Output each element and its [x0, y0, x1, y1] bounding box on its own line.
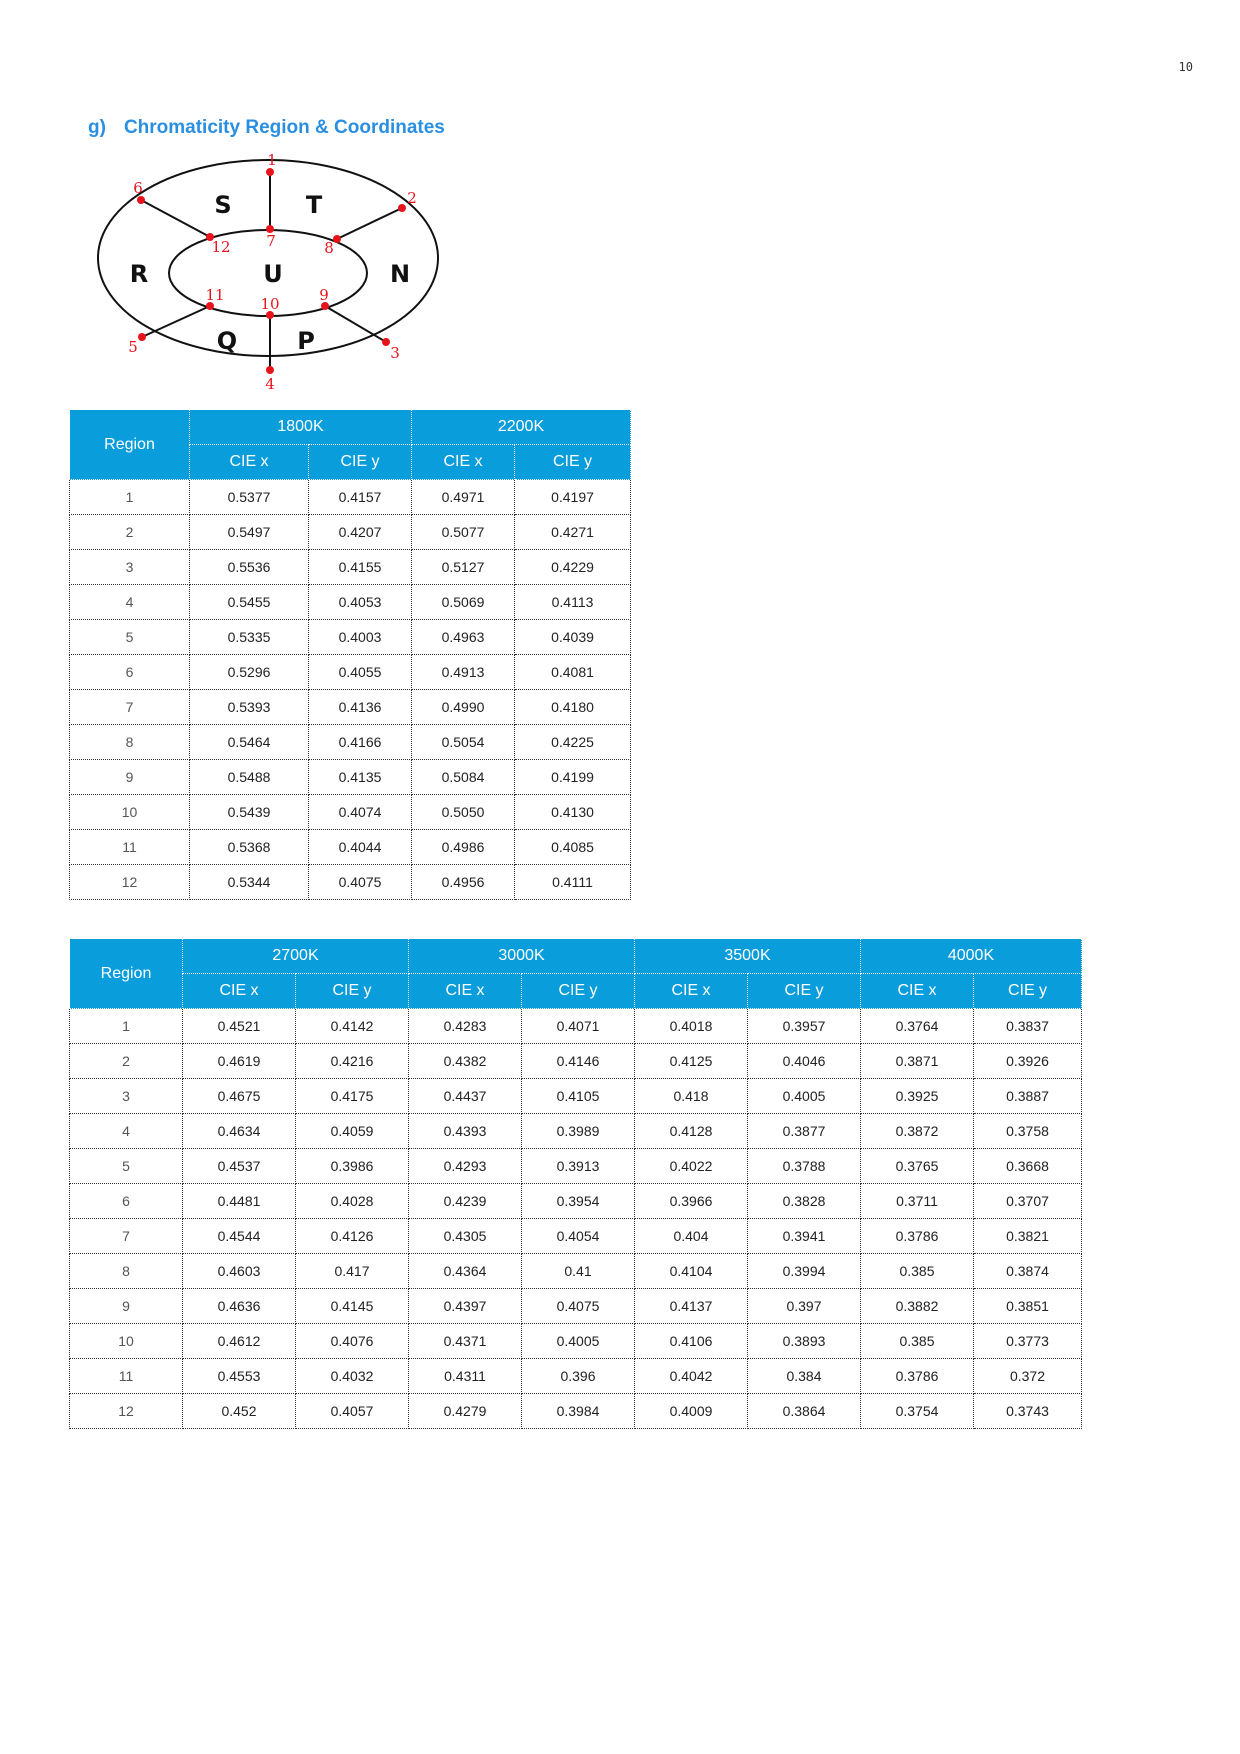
coordinate-cell: 0.5455	[190, 585, 309, 620]
coordinate-cell: 0.4553	[183, 1359, 296, 1394]
coordinate-cell: 0.4075	[309, 865, 412, 900]
coordinate-cell: 0.4135	[309, 760, 412, 795]
coordinate-cell: 0.4046	[748, 1044, 861, 1079]
chromaticity-table-1800k-2200k	[69, 409, 631, 900]
coordinate-cell: 0.4018	[635, 1009, 748, 1044]
coordinate-cell: 0.4544	[183, 1219, 296, 1254]
table-row	[70, 830, 631, 865]
coordinate-cell: 0.5488	[190, 760, 309, 795]
point-label-6: 6	[133, 179, 143, 197]
coordinate-cell: 0.3966	[635, 1184, 748, 1219]
region-cell: 3	[70, 550, 190, 585]
sub-header: CIE x	[183, 974, 296, 1009]
point-3	[382, 338, 390, 346]
coordinate-cell: 0.4619	[183, 1044, 296, 1079]
coordinate-cell: 0.3773	[974, 1324, 1082, 1359]
coordinate-cell: 0.5464	[190, 725, 309, 760]
sub-header: CIE x	[409, 974, 522, 1009]
coordinate-cell: 0.3821	[974, 1219, 1082, 1254]
table-row	[70, 655, 631, 690]
table-row	[70, 1359, 1082, 1394]
point-label-12: 12	[211, 238, 231, 256]
point-label-2: 2	[407, 189, 417, 207]
coordinate-cell: 0.5077	[412, 515, 515, 550]
coordinate-cell: 0.4059	[296, 1114, 409, 1149]
coordinate-cell: 0.3887	[974, 1079, 1082, 1114]
region-cell: 4	[70, 585, 190, 620]
coordinate-cell: 0.3986	[296, 1149, 409, 1184]
table-row	[70, 1149, 1082, 1184]
region-cell: 6	[70, 655, 190, 690]
coordinate-cell: 0.4239	[409, 1184, 522, 1219]
point-label-5: 5	[128, 338, 138, 356]
coordinate-cell: 0.4071	[522, 1009, 635, 1044]
region-cell: 6	[70, 1184, 183, 1219]
outer-ellipse	[98, 160, 438, 356]
coordinate-cell: 0.4971	[412, 480, 515, 515]
region-label-u: U	[263, 260, 283, 288]
page-number: 10	[1178, 60, 1193, 74]
coordinate-cell: 0.4990	[412, 690, 515, 725]
coordinate-cell: 0.4956	[412, 865, 515, 900]
coordinate-cell: 0.5084	[412, 760, 515, 795]
group-header-1800k: 1800K	[190, 410, 412, 445]
coordinate-cell: 0.3864	[748, 1394, 861, 1429]
divider-upper-left	[141, 200, 210, 237]
coordinate-cell: 0.4199	[515, 760, 631, 795]
point-label-11: 11	[205, 286, 225, 304]
coordinate-cell: 0.3994	[748, 1254, 861, 1289]
coordinate-cell: 0.4371	[409, 1324, 522, 1359]
point-4	[266, 366, 274, 374]
coordinate-cell: 0.4085	[515, 830, 631, 865]
point-label-3: 3	[390, 344, 400, 362]
coordinate-cell: 0.4003	[309, 620, 412, 655]
coordinate-cell: 0.3851	[974, 1289, 1082, 1324]
point-label-7: 7	[266, 232, 276, 250]
region-cell: 9	[70, 1289, 183, 1324]
point-label-1: 1	[267, 151, 277, 169]
table-row	[70, 1044, 1082, 1079]
coordinate-cell: 0.3786	[861, 1359, 974, 1394]
region-cell: 11	[70, 830, 190, 865]
coordinate-cell: 0.3668	[974, 1149, 1082, 1184]
coordinate-cell: 0.4279	[409, 1394, 522, 1429]
coordinate-cell: 0.4009	[635, 1394, 748, 1429]
region-cell: 7	[70, 690, 190, 725]
coordinate-cell: 0.3711	[861, 1184, 974, 1219]
coordinate-cell: 0.5439	[190, 795, 309, 830]
coordinate-cell: 0.4166	[309, 725, 412, 760]
coordinate-cell: 0.4155	[309, 550, 412, 585]
coordinate-cell: 0.3874	[974, 1254, 1082, 1289]
coordinate-cell: 0.5127	[412, 550, 515, 585]
coordinate-cell: 0.4137	[635, 1289, 748, 1324]
coordinate-cell: 0.4076	[296, 1324, 409, 1359]
coordinate-cell: 0.4481	[183, 1184, 296, 1219]
sub-header: CIE x	[635, 974, 748, 1009]
coordinate-cell: 0.4074	[309, 795, 412, 830]
coordinate-cell: 0.4305	[409, 1219, 522, 1254]
coordinate-cell: 0.3754	[861, 1394, 974, 1429]
coordinate-cell: 0.4197	[515, 480, 631, 515]
coordinate-cell: 0.4283	[409, 1009, 522, 1044]
sub-header: CIE y	[748, 974, 861, 1009]
coordinate-cell: 0.3871	[861, 1044, 974, 1079]
coordinate-cell: 0.4180	[515, 690, 631, 725]
coordinate-cell: 0.4986	[412, 830, 515, 865]
coordinate-cell: 0.4293	[409, 1149, 522, 1184]
coordinate-cell: 0.4022	[635, 1149, 748, 1184]
coordinate-cell: 0.5335	[190, 620, 309, 655]
table-row	[70, 480, 631, 515]
coordinate-cell: 0.4142	[296, 1009, 409, 1044]
region-cell: 1	[70, 1009, 183, 1044]
coordinate-cell: 0.4913	[412, 655, 515, 690]
section-heading: Chromaticity Region & Coordinates	[123, 117, 445, 138]
region-cell: 11	[70, 1359, 183, 1394]
region-cell: 8	[70, 1254, 183, 1289]
coordinate-cell: 0.4311	[409, 1359, 522, 1394]
coordinate-cell: 0.4636	[183, 1289, 296, 1324]
table-row	[70, 1009, 1082, 1044]
table-row	[70, 865, 631, 900]
coordinate-cell: 0.4126	[296, 1219, 409, 1254]
coordinate-cell: 0.3758	[974, 1114, 1082, 1149]
table1-body	[70, 480, 631, 900]
coordinate-cell: 0.4081	[515, 655, 631, 690]
table-row	[70, 1254, 1082, 1289]
region-cell: 9	[70, 760, 190, 795]
coordinate-cell: 0.4039	[515, 620, 631, 655]
coordinate-cell: 0.4207	[309, 515, 412, 550]
coordinate-cell: 0.4157	[309, 480, 412, 515]
coordinate-cell: 0.3925	[861, 1079, 974, 1114]
table-row	[70, 725, 631, 760]
coordinate-cell: 0.4175	[296, 1079, 409, 1114]
region-cell: 8	[70, 725, 190, 760]
point-label-9: 9	[319, 286, 329, 304]
coordinate-cell: 0.4393	[409, 1114, 522, 1149]
coordinate-cell: 0.5377	[190, 480, 309, 515]
region-label-s: S	[214, 191, 232, 219]
coordinate-cell: 0.5393	[190, 690, 309, 725]
coordinate-cell: 0.4128	[635, 1114, 748, 1149]
region-header: Region	[70, 410, 190, 480]
sub-header: CIE y	[974, 974, 1082, 1009]
section-title	[88, 117, 445, 139]
point-label-4: 4	[265, 375, 275, 393]
sub-header: CIE y	[309, 445, 412, 480]
table-row	[70, 620, 631, 655]
coordinate-cell: 0.3954	[522, 1184, 635, 1219]
coordinate-cell: 0.4603	[183, 1254, 296, 1289]
coordinate-cell: 0.4145	[296, 1289, 409, 1324]
coordinate-cell: 0.4521	[183, 1009, 296, 1044]
region-cell: 5	[70, 620, 190, 655]
coordinate-cell: 0.4075	[522, 1289, 635, 1324]
coordinate-cell: 0.3786	[861, 1219, 974, 1254]
coordinate-cell: 0.404	[635, 1219, 748, 1254]
coordinate-cell: 0.3926	[974, 1044, 1082, 1079]
coordinate-cell: 0.5069	[412, 585, 515, 620]
coordinate-cell: 0.5536	[190, 550, 309, 585]
coordinate-cell: 0.5497	[190, 515, 309, 550]
coordinate-cell: 0.3872	[861, 1114, 974, 1149]
coordinate-cell: 0.4005	[522, 1324, 635, 1359]
coordinate-cell: 0.4054	[522, 1219, 635, 1254]
coordinate-cell: 0.4106	[635, 1324, 748, 1359]
region-cell: 2	[70, 515, 190, 550]
sub-header: CIE y	[296, 974, 409, 1009]
coordinate-cell: 0.3877	[748, 1114, 861, 1149]
region-cell: 12	[70, 1394, 183, 1429]
coordinate-cell: 0.4125	[635, 1044, 748, 1079]
coordinate-cell: 0.4537	[183, 1149, 296, 1184]
coordinate-cell: 0.4028	[296, 1184, 409, 1219]
sub-header: CIE y	[515, 445, 631, 480]
table-row	[70, 1324, 1082, 1359]
region-header: Region	[70, 939, 183, 1009]
group-header-2200k: 2200K	[412, 410, 631, 445]
region-label-t: T	[305, 191, 323, 219]
section-letter: g)	[88, 117, 106, 138]
sub-header: CIE x	[861, 974, 974, 1009]
region-cell: 4	[70, 1114, 183, 1149]
coordinate-cell: 0.3984	[522, 1394, 635, 1429]
table-row	[70, 760, 631, 795]
table-row	[70, 550, 631, 585]
table-row	[70, 1114, 1082, 1149]
coordinate-cell: 0.4364	[409, 1254, 522, 1289]
coordinate-cell: 0.5344	[190, 865, 309, 900]
coordinate-cell: 0.4032	[296, 1359, 409, 1394]
coordinate-cell: 0.4271	[515, 515, 631, 550]
point-5	[138, 333, 146, 341]
coordinate-cell: 0.41	[522, 1254, 635, 1289]
point-label-10: 10	[260, 295, 280, 313]
coordinate-cell: 0.3788	[748, 1149, 861, 1184]
coordinate-cell: 0.5368	[190, 830, 309, 865]
coordinate-cell: 0.3941	[748, 1219, 861, 1254]
coordinate-cell: 0.3707	[974, 1184, 1082, 1219]
region-cell: 3	[70, 1079, 183, 1114]
coordinate-cell: 0.4053	[309, 585, 412, 620]
divider-lower-right	[325, 306, 386, 342]
coordinate-cell: 0.372	[974, 1359, 1082, 1394]
chromaticity-table-2700k-4000k	[69, 938, 1082, 1429]
group-header-4000k: 4000K	[861, 939, 1082, 974]
divider-lower-left	[142, 306, 210, 337]
coordinate-cell: 0.3837	[974, 1009, 1082, 1044]
table-row	[70, 1219, 1082, 1254]
sub-header: CIE y	[522, 974, 635, 1009]
coordinate-cell: 0.4005	[748, 1079, 861, 1114]
point-label-8: 8	[324, 239, 334, 257]
coordinate-cell: 0.4130	[515, 795, 631, 830]
chromaticity-region-diagram	[92, 146, 444, 394]
region-label-r: R	[129, 260, 149, 288]
table2-body	[70, 1009, 1082, 1429]
region-cell: 2	[70, 1044, 183, 1079]
coordinate-cell: 0.4055	[309, 655, 412, 690]
region-label-n: N	[389, 260, 411, 288]
region-label-p: P	[297, 327, 315, 355]
coordinate-cell: 0.4612	[183, 1324, 296, 1359]
coordinate-cell: 0.3913	[522, 1149, 635, 1184]
coordinate-cell: 0.3743	[974, 1394, 1082, 1429]
coordinate-cell: 0.396	[522, 1359, 635, 1394]
coordinate-cell: 0.4634	[183, 1114, 296, 1149]
point-8	[333, 235, 341, 243]
coordinate-cell: 0.4146	[522, 1044, 635, 1079]
coordinate-cell: 0.385	[861, 1324, 974, 1359]
coordinate-cell: 0.4113	[515, 585, 631, 620]
coordinate-cell: 0.5050	[412, 795, 515, 830]
coordinate-cell: 0.3765	[861, 1149, 974, 1184]
table-row	[70, 690, 631, 725]
point-2	[398, 204, 406, 212]
coordinate-cell: 0.4105	[522, 1079, 635, 1114]
group-header-3000k: 3000K	[409, 939, 635, 974]
region-cell: 12	[70, 865, 190, 900]
point-1	[266, 168, 274, 176]
region-cell: 1	[70, 480, 190, 515]
coordinate-cell: 0.4225	[515, 725, 631, 760]
coordinate-cell: 0.5296	[190, 655, 309, 690]
coordinate-cell: 0.4229	[515, 550, 631, 585]
coordinate-cell: 0.4675	[183, 1079, 296, 1114]
coordinate-cell: 0.418	[635, 1079, 748, 1114]
sub-header: CIE x	[190, 445, 309, 480]
table-row	[70, 1289, 1082, 1324]
coordinate-cell: 0.4963	[412, 620, 515, 655]
table-row	[70, 1394, 1082, 1429]
coordinate-cell: 0.4111	[515, 865, 631, 900]
coordinate-cell: 0.4136	[309, 690, 412, 725]
coordinate-cell: 0.385	[861, 1254, 974, 1289]
group-header-3500k: 3500K	[635, 939, 861, 974]
group-header-2700k: 2700K	[183, 939, 409, 974]
sub-header: CIE x	[412, 445, 515, 480]
table-row	[70, 1079, 1082, 1114]
table-row	[70, 795, 631, 830]
point-6	[137, 196, 145, 204]
coordinate-cell: 0.4057	[296, 1394, 409, 1429]
coordinate-cell: 0.384	[748, 1359, 861, 1394]
coordinate-cell: 0.3764	[861, 1009, 974, 1044]
coordinate-cell: 0.4104	[635, 1254, 748, 1289]
coordinate-cell: 0.4437	[409, 1079, 522, 1114]
coordinate-cell: 0.5054	[412, 725, 515, 760]
coordinate-cell: 0.4042	[635, 1359, 748, 1394]
coordinate-cell: 0.4382	[409, 1044, 522, 1079]
coordinate-cell: 0.3989	[522, 1114, 635, 1149]
coordinate-cell: 0.397	[748, 1289, 861, 1324]
coordinate-cell: 0.452	[183, 1394, 296, 1429]
coordinate-cell: 0.4397	[409, 1289, 522, 1324]
region-cell: 10	[70, 1324, 183, 1359]
table-row	[70, 515, 631, 550]
region-cell: 10	[70, 795, 190, 830]
coordinate-cell: 0.417	[296, 1254, 409, 1289]
region-cell: 7	[70, 1219, 183, 1254]
coordinate-cell: 0.3893	[748, 1324, 861, 1359]
coordinate-cell: 0.3957	[748, 1009, 861, 1044]
table-row	[70, 585, 631, 620]
coordinate-cell: 0.3882	[861, 1289, 974, 1324]
divider-upper-right	[337, 208, 402, 239]
region-cell: 5	[70, 1149, 183, 1184]
coordinate-cell: 0.3828	[748, 1184, 861, 1219]
region-label-q: Q	[216, 327, 238, 355]
table-row	[70, 1184, 1082, 1219]
coordinate-cell: 0.4216	[296, 1044, 409, 1079]
coordinate-cell: 0.4044	[309, 830, 412, 865]
